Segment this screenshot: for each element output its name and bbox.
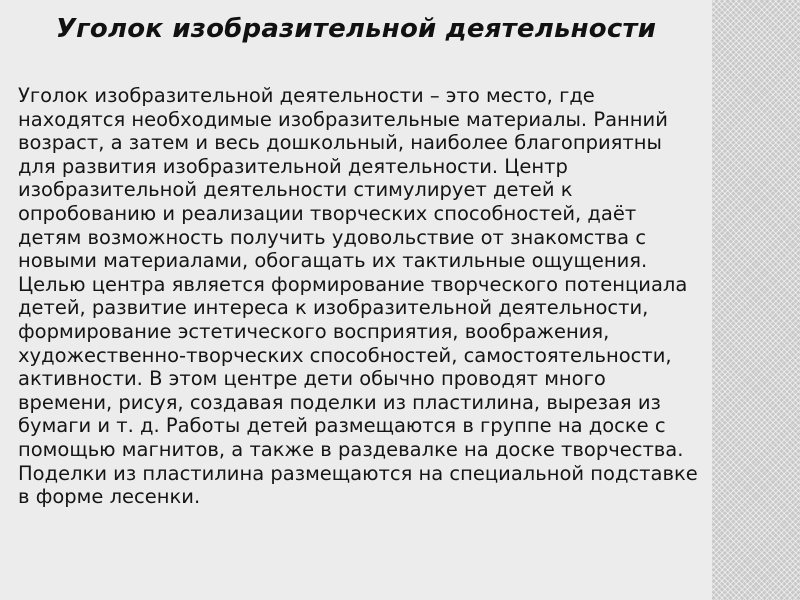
decorative-side-band: [712, 0, 800, 600]
slide-title: Уголок изобразительной деятельности: [55, 14, 657, 44]
slide-body-text: Уголок изобразительной деятельности – это место, где находятся необходимые изобразительные материалы. Ранний возраст, а затем и весь дошкольный, наиболее благоприятны для развития изобразительной деятельности. Центр изобразительной деятельности стимулирует детей к опробованию и реализации творческих способностей, даёт детям возможность получить удовольствие от знакомства с новыми материалами, обогащать их тактильные ощущения. Целью центра является формирование творческого потенциала детей, развитие интереса к изобразительной деятельности, формирование эстетического восприятия, воображения, художественно-творческих способностей, самостоятельности, активности. В этом центре дети обычно проводят много времени, рисуя, создавая поделки из пластилина, вырезая из бумаги и т. д. Работы детей размещаются в группе на доске с помощью магнитов, а также в раздевалке на доске творчества. Поделки из пластилина размещаются на специальной подставке в форме лесенки.: [18, 84, 698, 509]
